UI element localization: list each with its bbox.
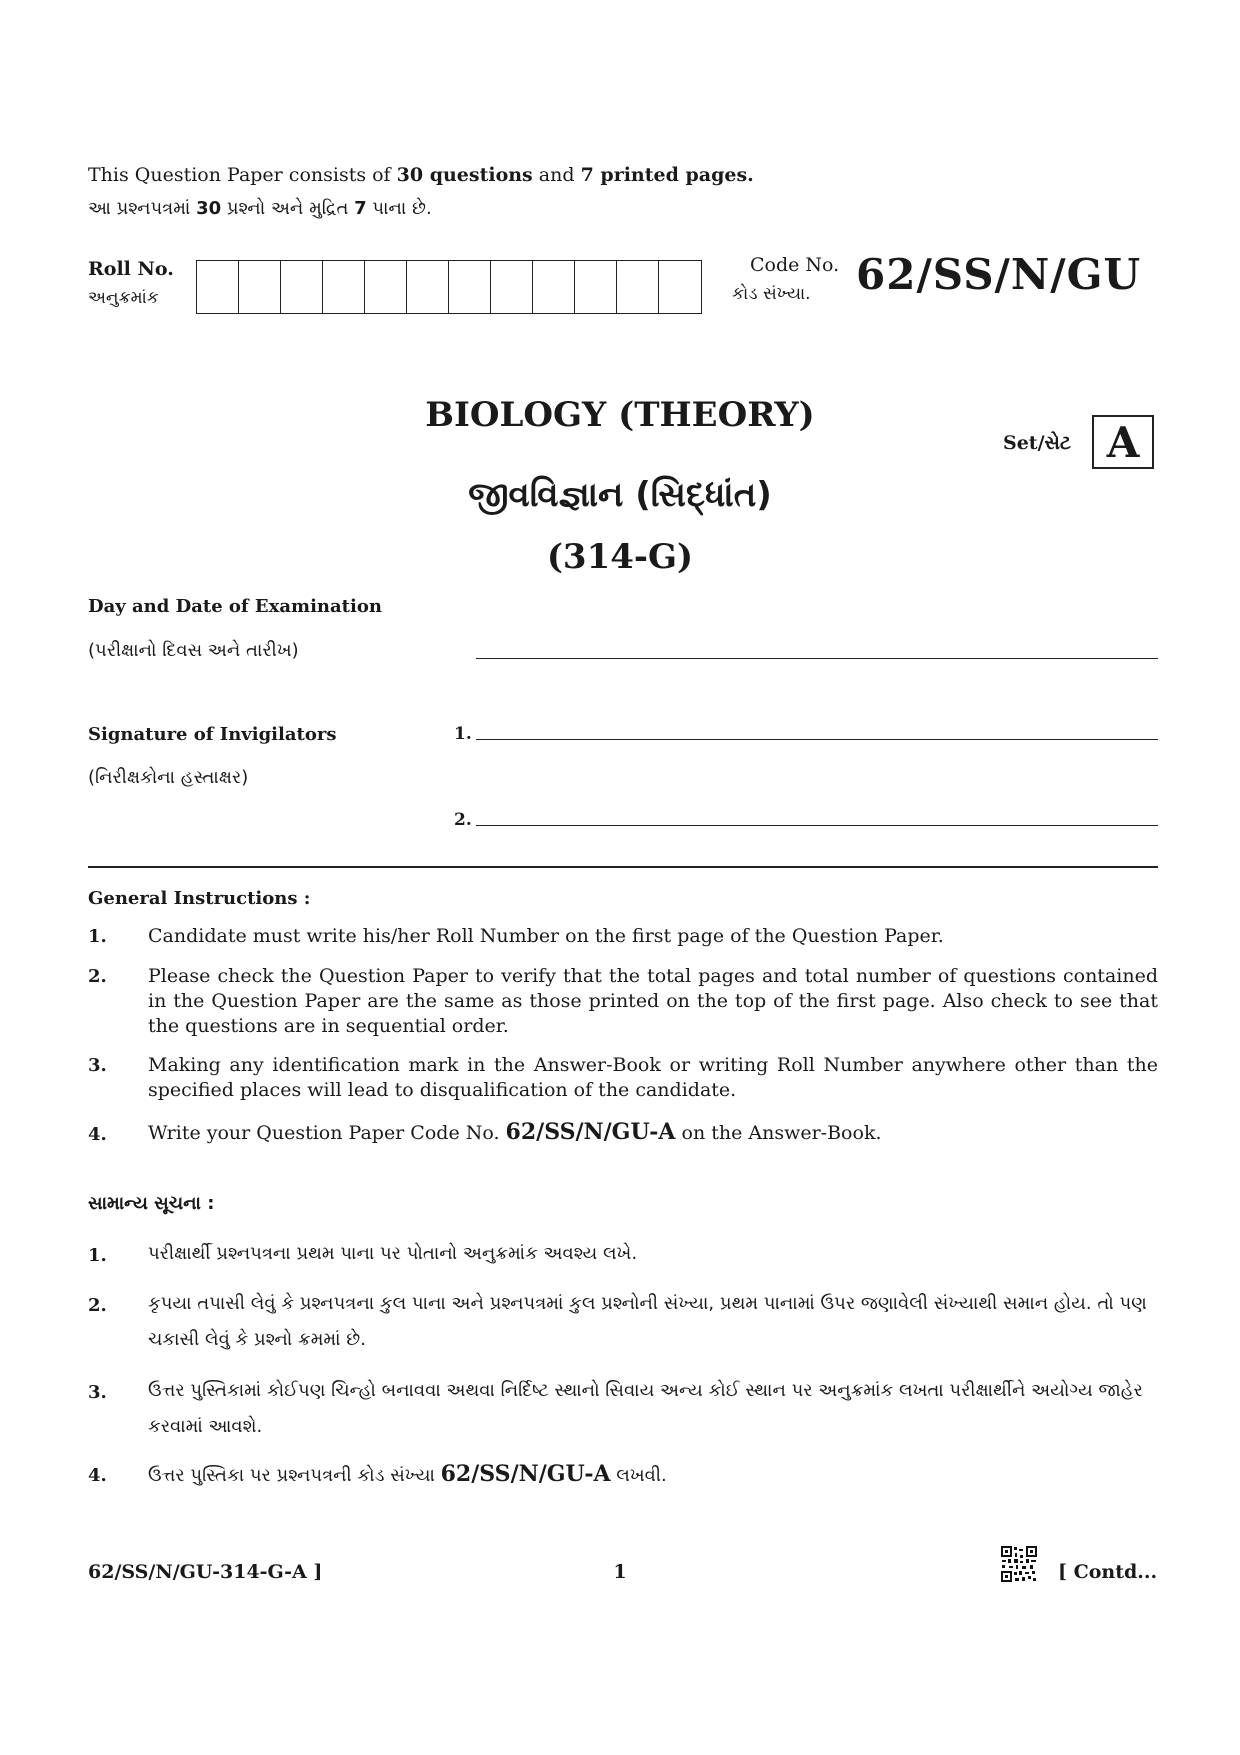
roll-number-digit-box[interactable] bbox=[407, 261, 449, 313]
intro-text: and bbox=[532, 164, 581, 186]
question-count: 30 questions bbox=[396, 164, 533, 186]
continued-label: [ Contd... bbox=[1058, 1561, 1158, 1583]
set-value: A bbox=[1092, 415, 1154, 469]
paper-code: 62/SS/N/GU-A bbox=[505, 1119, 676, 1145]
qr-code-icon bbox=[1000, 1545, 1038, 1583]
instruction-text: Please check the Question Paper to verify that the total pages and total number of questions contained in the Question Paper are the same as those printed on the top of the first page. Also check to see that the questions are in sequential order. bbox=[148, 965, 1158, 1037]
page-number: 1 bbox=[613, 1561, 627, 1583]
instruction-number: 4. bbox=[88, 1124, 107, 1145]
invigilator-signature-line-2[interactable] bbox=[476, 825, 1158, 826]
instruction-number: 2. bbox=[88, 966, 107, 987]
roll-number-digit-box[interactable] bbox=[575, 261, 617, 313]
intro-text: This Question Paper consists of bbox=[88, 164, 397, 186]
roll-number-digit-box[interactable] bbox=[617, 261, 659, 313]
intro-text: પ્રશ્નો અને મુદ્રિત bbox=[221, 198, 355, 219]
roll-number-digit-box[interactable] bbox=[659, 261, 701, 313]
roll-number-digit-box[interactable] bbox=[533, 261, 575, 313]
instruction-text-part: લખવી. bbox=[610, 1465, 667, 1486]
instruction-text bbox=[148, 1120, 1158, 1146]
intro-text: પાના છે. bbox=[366, 198, 432, 219]
set-label: Set/સેટ bbox=[1003, 432, 1071, 454]
page-count: 7 bbox=[354, 198, 367, 219]
invigilator-label: Signature of Invigilators bbox=[88, 724, 337, 745]
footer-paper-code: 62/SS/N/GU-314-G-A ] bbox=[88, 1561, 323, 1583]
invigilator-line-number: 1. bbox=[454, 724, 472, 744]
roll-number-digit-box[interactable] bbox=[491, 261, 533, 313]
subject-title-gujarati: જીવવિજ્ઞાન (સિદ્ધાંત) bbox=[468, 475, 772, 515]
instruction-number: 1. bbox=[88, 926, 107, 947]
code-label: Code No. bbox=[750, 254, 840, 276]
instruction-number: 3. bbox=[88, 1055, 107, 1076]
code-number: 62/SS/N/GU bbox=[856, 250, 1142, 299]
roll-number-digit-box[interactable] bbox=[239, 261, 281, 313]
instruction-text-gujarati: કૃપયા તપાસી લેવું કે પ્રશ્નપત્રના કુલ પાના અને પ્રશ્નપત્રમાં કુલ પ્રશ્નોની સંખ્યા, પ્રથમ પાનામાં ઉપર જણાવેલી સંખ્યાથી સમાન હોય. તો પણ ચકાસી લેવું કે પ્રશ્નો ક્રમમાં છે. bbox=[148, 1293, 1147, 1350]
intro-text: આ પ્રશ્નપત્રમાં bbox=[88, 198, 197, 219]
roll-number-boxes[interactable] bbox=[196, 260, 702, 314]
gujarati-instructions-heading: સામાન્ય સૂચના : bbox=[88, 1193, 215, 1214]
instruction-number: 1. bbox=[88, 1245, 107, 1266]
instruction-text-gujarati: ઉત્તર પુસ્તિકામાં કોઈપણ ચિન્હો બનાવવા અથવા નિર્દિષ્ટ સ્થાનો સિવાય અન્ય કોઈ સ્થાન પર અનુક્રમાંક લખતા પરીક્ષાર્થીને અયોગ્ય જાહેર કરવામાં આવશે. bbox=[148, 1380, 1143, 1437]
roll-number-digit-box[interactable] bbox=[323, 261, 365, 313]
exam-date-label-gujarati: (પરીક્ષાનો દિવસ અને તારીખ) bbox=[88, 640, 299, 661]
exam-date-label: Day and Date of Examination bbox=[88, 596, 382, 617]
instruction-text-part: ઉત્તર પુસ્તિકા પર પ્રશ્નપત્રની કોડ સંખ્યા bbox=[148, 1465, 441, 1486]
instruction-text-gujarati bbox=[148, 1456, 1158, 1494]
intro-gujarati bbox=[88, 198, 432, 219]
intro-english bbox=[88, 164, 754, 186]
instruction-text-gujarati: પરીક્ષાર્થી પ્રશ્નપત્રના પ્રથમ પાના પર પોતાનો અનુક્રમાંક અવશ્ય લખે. bbox=[148, 1243, 638, 1264]
page-count: 7 printed pages. bbox=[580, 164, 754, 186]
code-label-gujarati: કોડ સંખ્યા. bbox=[732, 284, 811, 304]
instruction-text-part: on the Answer-Book. bbox=[675, 1122, 882, 1144]
instruction-text: Making any identification mark in the Answer-Book or writing Roll Number anywhere other than the specified places will lead to disqualification of the candidate. bbox=[148, 1054, 1158, 1101]
subject-title: BIOLOGY (THEORY) bbox=[425, 395, 815, 435]
instruction-number: 4. bbox=[88, 1465, 107, 1486]
roll-number-digit-box[interactable] bbox=[365, 261, 407, 313]
roll-label: Roll No. bbox=[88, 258, 174, 280]
instruction-number: 3. bbox=[88, 1382, 107, 1403]
roll-number-digit-box[interactable] bbox=[449, 261, 491, 313]
instruction-text-part: Write your Question Paper Code No. bbox=[148, 1122, 506, 1144]
invigilator-label-gujarati: (નિરીક્ષકોના હસ્તાક્ષર) bbox=[88, 767, 249, 788]
general-instructions-heading: General Instructions : bbox=[88, 888, 311, 909]
roll-label-gujarati: અનુક્રમાંક bbox=[88, 288, 159, 308]
instruction-text: Candidate must write his/her Roll Number on the first page of the Question Paper. bbox=[148, 925, 944, 947]
roll-number-digit-box[interactable] bbox=[197, 261, 239, 313]
exam-date-line[interactable] bbox=[476, 658, 1158, 659]
roll-number-digit-box[interactable] bbox=[281, 261, 323, 313]
question-count: 30 bbox=[196, 198, 222, 219]
subject-code: (314-G) bbox=[546, 537, 694, 577]
instruction-number: 2. bbox=[88, 1295, 107, 1316]
invigilator-line-number: 2. bbox=[454, 810, 472, 830]
section-divider bbox=[88, 866, 1158, 868]
invigilator-signature-line-1[interactable] bbox=[476, 739, 1158, 740]
paper-code: 62/SS/N/GU-A bbox=[440, 1461, 611, 1487]
